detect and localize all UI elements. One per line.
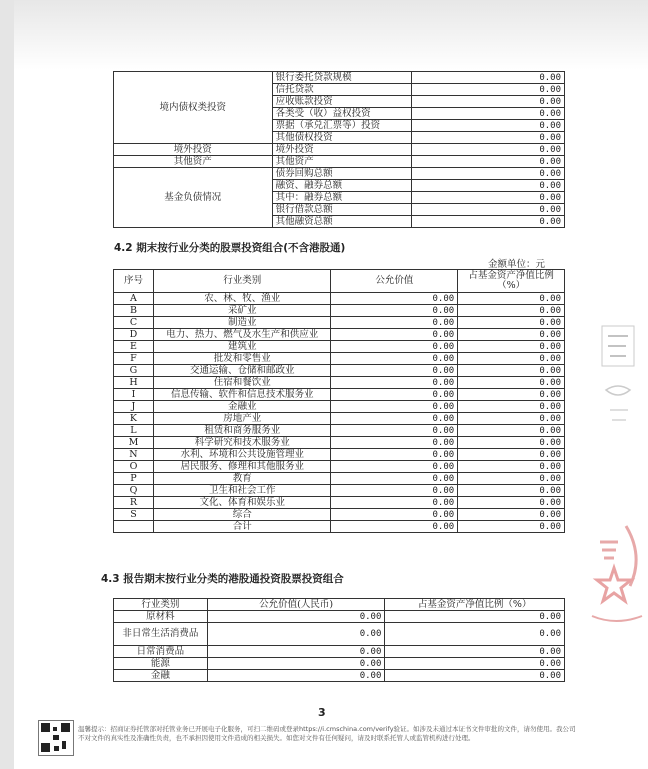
industry-cell: 金融业: [153, 401, 331, 413]
industry-cell: 制造业: [153, 317, 331, 329]
table-row: [114, 305, 565, 317]
nav-ratio-cell: 0.00: [458, 485, 565, 497]
fair-value-cell: 0.00: [331, 497, 458, 509]
column-header: 行业类别: [114, 599, 208, 611]
table-row: [114, 461, 565, 473]
nav-ratio-cell: 0.00: [385, 670, 565, 682]
scan-shadow-left: [0, 0, 14, 769]
category-cell: 基金负债情况: [114, 168, 273, 228]
nav-ratio-cell: 0.00: [385, 623, 565, 646]
value-cell: 0.00: [412, 156, 565, 168]
value-cell: 0.00: [412, 144, 565, 156]
fair-value-cell: 0.00: [331, 473, 458, 485]
fair-value-cell: 0.00: [331, 413, 458, 425]
fair-value-cell: 0.00: [331, 485, 458, 497]
code-cell: E: [114, 341, 154, 353]
fair-value-cell: 0.00: [331, 305, 458, 317]
fair-value-cell: 0.00: [207, 611, 385, 623]
code-cell: L: [114, 425, 154, 437]
table-row: [114, 365, 565, 377]
seal-stamp-right: [598, 320, 638, 440]
table-row: [114, 144, 565, 156]
asset-table: [113, 71, 565, 228]
nav-ratio-cell: 0.00: [458, 509, 565, 521]
table-row: [114, 156, 565, 168]
verification-qr-code: [38, 720, 74, 756]
nav-ratio-cell: 0.00: [458, 389, 565, 401]
industry-cell: 租赁和商务服务业: [153, 425, 331, 437]
industry-cell: 能源: [114, 658, 208, 670]
industry-cell: 教育: [153, 473, 331, 485]
value-cell: 0.00: [412, 120, 565, 132]
nav-ratio-cell: 0.00: [458, 401, 565, 413]
table-row: [114, 521, 565, 533]
value-cell: 0.00: [412, 180, 565, 192]
fair-value-cell: 0.00: [331, 353, 458, 365]
nav-ratio-cell: 0.00: [458, 329, 565, 341]
table-row: [114, 341, 565, 353]
table-row: [114, 425, 565, 437]
fair-value-cell: 0.00: [331, 377, 458, 389]
scan-shadow-top: [0, 0, 648, 70]
table-row: [114, 329, 565, 341]
value-cell: 0.00: [412, 96, 565, 108]
nav-ratio-cell: 0.00: [458, 353, 565, 365]
fair-value-cell: 0.00: [331, 365, 458, 377]
column-header: 公允价值: [331, 270, 458, 293]
value-cell: 0.00: [412, 192, 565, 204]
code-cell: S: [114, 509, 154, 521]
industry-cell: 农、林、牧、渔业: [153, 293, 331, 305]
industry-cell: 居民服务、修理和其他服务业: [153, 461, 331, 473]
value-cell: 0.00: [412, 84, 565, 96]
fair-value-cell: 0.00: [331, 389, 458, 401]
column-header: 公允价值(人民币): [207, 599, 385, 611]
nav-ratio-cell: 0.00: [458, 437, 565, 449]
column-header: 占基金资产净值比例（%）: [458, 270, 565, 293]
category-cell: 境外投资: [114, 144, 273, 156]
code-cell: M: [114, 437, 154, 449]
industry-cell: 卫生和社会工作: [153, 485, 331, 497]
nav-ratio-cell: 0.00: [458, 521, 565, 533]
table-row: [114, 611, 565, 623]
industry-cell: 水利、环境和公共设施管理业: [153, 449, 331, 461]
section-4-2-heading: 4.2 期末按行业分类的股票投资组合(不含港股通): [114, 242, 346, 254]
fair-value-cell: 0.00: [331, 425, 458, 437]
nav-ratio-cell: 0.00: [385, 646, 565, 658]
table-row: [114, 485, 565, 497]
item-cell: 其他资产: [272, 156, 412, 168]
industry-stock-table: [113, 269, 565, 533]
nav-ratio-cell: 0.00: [458, 461, 565, 473]
hk-connect-industry-table: [113, 598, 565, 682]
item-cell: 其他融资总额: [272, 216, 412, 228]
code-cell: J: [114, 401, 154, 413]
table-row: [114, 623, 565, 646]
code-cell: C: [114, 317, 154, 329]
fair-value-cell: 0.00: [207, 646, 385, 658]
nav-ratio-cell: 0.00: [458, 377, 565, 389]
item-cell: 信托贷款: [272, 84, 412, 96]
item-cell: 票据（承兑汇票等）投资: [272, 120, 412, 132]
nav-ratio-cell: 0.00: [385, 658, 565, 670]
code-cell: B: [114, 305, 154, 317]
column-header: 行业类别: [153, 270, 331, 293]
industry-cell: 原材料: [114, 611, 208, 623]
item-cell: 应收账款投资: [272, 96, 412, 108]
fair-value-cell: 0.00: [331, 401, 458, 413]
item-cell: 各类受（收）益权投资: [272, 108, 412, 120]
item-cell: 融资、融券总额: [272, 180, 412, 192]
fair-value-cell: 0.00: [331, 461, 458, 473]
code-cell: Q: [114, 485, 154, 497]
nav-ratio-cell: 0.00: [458, 305, 565, 317]
fair-value-cell: 0.00: [207, 623, 385, 646]
nav-ratio-cell: 0.00: [385, 611, 565, 623]
column-header: 占基金资产净值比例（%）: [385, 599, 565, 611]
code-cell: R: [114, 497, 154, 509]
fair-value-cell: 0.00: [331, 329, 458, 341]
item-cell: 债券回购总额: [272, 168, 412, 180]
table-row: [114, 72, 565, 84]
table-row: [114, 168, 565, 180]
industry-cell: 科学研究和技术服务业: [153, 437, 331, 449]
fair-value-cell: 0.00: [331, 449, 458, 461]
nav-ratio-cell: 0.00: [458, 341, 565, 353]
table-row: [114, 658, 565, 670]
amount-unit-label: 金额单位：元: [488, 259, 546, 270]
column-header: 序号: [114, 270, 154, 293]
industry-cell: 交通运输、仓储和邮政业: [153, 365, 331, 377]
industry-cell: 合计: [153, 521, 331, 533]
industry-cell: 房地产业: [153, 413, 331, 425]
nav-ratio-cell: 0.00: [458, 473, 565, 485]
table-row: [114, 389, 565, 401]
item-cell: 其他债权投资: [272, 132, 412, 144]
industry-cell: 金融: [114, 670, 208, 682]
value-cell: 0.00: [412, 72, 565, 84]
item-cell: 银行借款总额: [272, 204, 412, 216]
table-row: [114, 497, 565, 509]
industry-cell: 非日常生活消费品: [114, 623, 208, 646]
nav-ratio-cell: 0.00: [458, 293, 565, 305]
industry-cell: 建筑业: [153, 341, 331, 353]
industry-cell: 住宿和餐饮业: [153, 377, 331, 389]
industry-cell: 信息传输、软件和信息技术服务业: [153, 389, 331, 401]
fair-value-cell: 0.00: [207, 658, 385, 670]
code-cell: O: [114, 461, 154, 473]
code-cell: I: [114, 389, 154, 401]
industry-cell: 日常消费品: [114, 646, 208, 658]
page-number: 3: [318, 706, 326, 719]
code-cell: [114, 521, 154, 533]
value-cell: 0.00: [412, 108, 565, 120]
code-cell: A: [114, 293, 154, 305]
category-cell: 境内债权类投资: [114, 72, 273, 144]
table-row: [114, 413, 565, 425]
industry-cell: 批发和零售业: [153, 353, 331, 365]
fair-value-cell: 0.00: [331, 509, 458, 521]
nav-ratio-cell: 0.00: [458, 497, 565, 509]
code-cell: K: [114, 413, 154, 425]
table-row: [114, 509, 565, 521]
table-row: [114, 293, 565, 305]
code-cell: D: [114, 329, 154, 341]
fair-value-cell: 0.00: [331, 521, 458, 533]
nav-ratio-cell: 0.00: [458, 317, 565, 329]
nav-ratio-cell: 0.00: [458, 365, 565, 377]
table-row: [114, 670, 565, 682]
code-cell: N: [114, 449, 154, 461]
item-cell: 其中：融券总额: [272, 192, 412, 204]
table-row: [114, 377, 565, 389]
industry-cell: 文化、体育和娱乐业: [153, 497, 331, 509]
section-4-3-heading: 4.3 报告期末按行业分类的港股通投资股票投资组合: [101, 573, 344, 585]
value-cell: 0.00: [412, 216, 565, 228]
table-row: [114, 646, 565, 658]
table-row: [114, 449, 565, 461]
value-cell: 0.00: [412, 168, 565, 180]
nav-ratio-cell: 0.00: [458, 413, 565, 425]
item-cell: 银行委托贷款规模: [272, 72, 412, 84]
fair-value-cell: 0.00: [331, 317, 458, 329]
table-row: [114, 317, 565, 329]
table-row: [114, 401, 565, 413]
fair-value-cell: 0.00: [331, 293, 458, 305]
table-row: [114, 437, 565, 449]
category-cell: 其他资产: [114, 156, 273, 168]
footer-disclaimer: 温馨提示：招商证券托管部对托管业务已开展电子化服务，可扫二维码或登录https://i.cmschina.com/verify验证。如涉及未通过本证书文件审批的文件，请勿使用。我公司不对文件的真实性及准确性负责，也不承担因使用文件造成的相关损失。如您对文件有任何疑问，请及时联系托管人或监管机构进行处理。: [78, 725, 576, 742]
fair-value-cell: 0.00: [331, 341, 458, 353]
table-row: [114, 353, 565, 365]
item-cell: 境外投资: [272, 144, 412, 156]
value-cell: 0.00: [412, 132, 565, 144]
nav-ratio-cell: 0.00: [458, 449, 565, 461]
industry-cell: 采矿业: [153, 305, 331, 317]
fair-value-cell: 0.00: [207, 670, 385, 682]
code-cell: P: [114, 473, 154, 485]
value-cell: 0.00: [412, 204, 565, 216]
red-seal-stamp: [586, 520, 646, 630]
fair-value-cell: 0.00: [331, 437, 458, 449]
code-cell: F: [114, 353, 154, 365]
industry-cell: 综合: [153, 509, 331, 521]
nav-ratio-cell: 0.00: [458, 425, 565, 437]
code-cell: G: [114, 365, 154, 377]
table-row: [114, 473, 565, 485]
code-cell: H: [114, 377, 154, 389]
industry-cell: 电力、热力、燃气及水生产和供应业: [153, 329, 331, 341]
